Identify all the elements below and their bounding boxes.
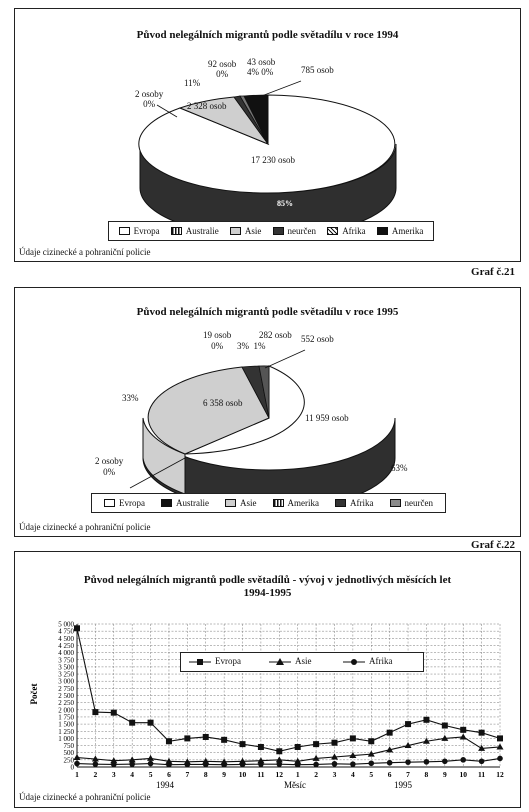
point-evropa xyxy=(497,735,503,741)
x-tick-label: 6 xyxy=(387,770,392,779)
y-axis-label: Počet xyxy=(29,683,39,705)
legend-item: Afrika xyxy=(335,498,374,508)
legend-item: Afrika xyxy=(327,226,366,236)
point-evropa xyxy=(240,741,246,747)
point-afrika xyxy=(129,761,135,767)
point-evropa xyxy=(258,744,264,750)
legend-swatch xyxy=(230,227,241,235)
point-evropa xyxy=(479,730,485,736)
point-afrika xyxy=(387,760,393,766)
legend-item: neurčen xyxy=(273,226,316,236)
x-tick-label: 12 xyxy=(275,770,284,779)
point-evropa xyxy=(295,744,301,750)
y-tick-label: 0 xyxy=(70,763,74,772)
x-tick-label: 5 xyxy=(369,770,374,779)
legend-swatch xyxy=(104,499,115,507)
point-evropa xyxy=(148,720,154,726)
x-tick-label: 3 xyxy=(332,770,337,779)
x-axis-label: Měsíc xyxy=(284,780,306,790)
point-asie xyxy=(147,755,154,761)
legend-label-asie: Asie xyxy=(295,656,312,666)
legend-label-evropa: Evropa xyxy=(215,656,241,666)
point-evropa xyxy=(92,709,98,715)
y-tick-label: 4 750 xyxy=(58,627,74,636)
x-tick-label: 11 xyxy=(478,770,486,779)
x-tick-label: 10 xyxy=(459,770,467,779)
year-label-1995: 1995 xyxy=(394,780,412,790)
point-asie xyxy=(497,743,504,749)
point-afrika xyxy=(258,761,264,767)
point-afrika xyxy=(460,757,466,763)
legend-swatch xyxy=(390,499,401,507)
x-tick-label: 5 xyxy=(148,770,153,779)
label-asie-value: 6 358 osob xyxy=(203,398,243,408)
x-tick-label: 12 xyxy=(496,770,504,779)
legend-item: Amerika xyxy=(377,226,424,236)
y-tick-label: 1 500 xyxy=(58,720,74,729)
label-evropa-value: 17 230 osob xyxy=(251,155,296,165)
x-tick-label: 4 xyxy=(350,770,355,779)
source-note: Údaje cizinecké a pohraniční policie xyxy=(19,522,151,532)
y-tick-label: 2 250 xyxy=(58,699,74,708)
legend-item: Australie xyxy=(171,226,219,236)
x-tick-label: 1 xyxy=(295,770,300,779)
label-australie: 2 osoby 0% xyxy=(135,89,164,109)
leader-line xyxy=(259,81,301,97)
point-evropa xyxy=(166,738,172,744)
point-evropa xyxy=(442,723,448,729)
point-evropa xyxy=(74,625,80,631)
x-tick-label: 11 xyxy=(257,770,265,779)
x-tick-label: 10 xyxy=(238,770,247,779)
point-afrika xyxy=(405,759,411,765)
point-asie xyxy=(460,733,467,739)
point-asie xyxy=(74,754,81,760)
y-tick-label: 4 000 xyxy=(58,649,74,658)
x-tick-label: 2 xyxy=(314,770,318,779)
source-note: Údaje cizinecké a pohraniční policie xyxy=(19,792,151,802)
label-evropa-value: 11 959 osob xyxy=(305,413,349,423)
label-afrika: 43 osob 4% 0% xyxy=(247,57,276,77)
y-tick-label: 1 750 xyxy=(58,713,74,722)
y-tick-label: 750 xyxy=(63,742,74,751)
x-tick-label: 8 xyxy=(424,770,429,779)
y-tick-label: 3 250 xyxy=(58,670,74,679)
point-evropa xyxy=(129,720,135,726)
point-afrika xyxy=(479,758,485,764)
legend-item: Evropa xyxy=(119,226,160,236)
y-tick-label: 500 xyxy=(63,749,74,758)
label-amerika-value: 552 osob xyxy=(301,334,334,344)
point-evropa xyxy=(368,738,374,744)
legend xyxy=(91,493,446,513)
x-tick-label: 8 xyxy=(203,770,208,779)
point-evropa xyxy=(387,730,393,736)
label-australie: 2 osoby 0% xyxy=(95,456,124,477)
leader-line xyxy=(265,350,305,368)
point-afrika xyxy=(424,759,430,765)
label-asie-pct: 11% xyxy=(184,78,201,88)
x-tick-label: 9 xyxy=(442,770,447,779)
label-amerika-pct: 4% xyxy=(247,67,259,77)
legend-swatch xyxy=(119,227,130,235)
y-tick-label: 3 750 xyxy=(58,656,74,665)
point-evropa xyxy=(221,737,227,743)
legend-swatch xyxy=(327,227,338,235)
point-evropa xyxy=(184,735,190,741)
point-afrika xyxy=(203,762,209,768)
legend-swatch xyxy=(273,499,284,507)
point-evropa xyxy=(276,748,282,754)
point-evropa xyxy=(423,717,429,723)
label-neurcen: 19 osob 0% xyxy=(203,330,232,351)
legend-item: Asie xyxy=(225,498,257,508)
chart-panel-1994 xyxy=(14,8,521,262)
point-afrika xyxy=(442,758,448,764)
x-tick-label: 6 xyxy=(167,770,171,779)
graph-caption: Graf č.22 xyxy=(471,539,515,551)
legend xyxy=(180,652,424,672)
point-afrika xyxy=(166,762,172,768)
y-tick-label: 1 250 xyxy=(58,727,74,736)
point-afrika xyxy=(185,762,191,768)
legend-item: Amerika xyxy=(273,498,320,508)
y-tick-label: 2 000 xyxy=(58,706,74,715)
chart-panel-1995 xyxy=(14,287,521,537)
point-afrika xyxy=(350,761,356,767)
point-afrika xyxy=(368,760,374,766)
point-afrika xyxy=(221,762,227,768)
point-afrika xyxy=(313,762,319,768)
y-tick-label: 1 000 xyxy=(58,734,74,743)
legend-swatch xyxy=(335,499,346,507)
y-tick-label: 2 500 xyxy=(58,692,74,700)
legend-swatch xyxy=(225,499,236,507)
source-note: Údaje cizinecké a pohraniční policie xyxy=(19,247,151,257)
label-neurcen: 92 osob 0% xyxy=(208,59,237,79)
year-label-1994: 1994 xyxy=(156,780,174,790)
point-evropa xyxy=(331,740,337,746)
point-afrika xyxy=(295,762,301,768)
point-evropa xyxy=(350,735,356,741)
point-evropa xyxy=(111,710,117,716)
y-tick-label: 250 xyxy=(63,756,74,765)
point-afrika xyxy=(74,761,80,767)
label-amerika-value: 785 osob xyxy=(301,65,334,75)
point-afrika xyxy=(240,762,246,768)
point-afrika xyxy=(111,762,117,768)
label-afrika: 282 osob 3% 1% xyxy=(237,330,292,351)
x-tick-label: 7 xyxy=(185,770,190,779)
legend-swatch xyxy=(377,227,388,235)
y-tick-label: 3 500 xyxy=(58,663,74,672)
graph-caption: Graf č.21 xyxy=(471,266,515,278)
point-evropa xyxy=(460,727,466,733)
legend-item: Evropa xyxy=(104,498,145,508)
point-evropa xyxy=(203,734,209,740)
chart-title: Původ nelegálních migrantů podle světadílu v roce 1995 xyxy=(136,306,399,318)
point-afrika xyxy=(148,761,154,767)
y-tick-label: 5 000 xyxy=(58,620,74,629)
legend-swatch xyxy=(171,227,182,235)
line-chart xyxy=(15,552,520,807)
legend-item: Asie xyxy=(230,226,262,236)
chart-title: Původ nelegálních migrantů podle světadílu v roce 1994 xyxy=(136,29,399,41)
legend-swatch xyxy=(273,227,284,235)
x-tick-label: 9 xyxy=(222,770,227,779)
x-tick-label: 1 xyxy=(75,770,79,779)
legend-label-afrika: Afrika xyxy=(369,656,393,666)
point-afrika xyxy=(332,761,338,767)
legend-item: neurčen xyxy=(390,498,433,508)
point-afrika xyxy=(93,761,99,767)
point-afrika xyxy=(497,756,503,762)
label-asie-value: 2 328 osob xyxy=(187,101,227,111)
y-tick-label: 4 250 xyxy=(58,641,74,650)
label-evropa-pct: 85% xyxy=(277,199,293,208)
y-tick-label: 2 750 xyxy=(58,684,74,693)
label-amerika-pct: 1% xyxy=(253,341,266,351)
x-tick-label: 7 xyxy=(406,770,410,779)
legend xyxy=(108,221,434,241)
point-evropa xyxy=(405,721,411,727)
chart-title: Původ nelegálních migrantů podle světadílů - vývoj v jednotlivých měsících let 1994-1995 xyxy=(83,574,452,599)
y-tick-label: 3 000 xyxy=(58,677,74,686)
x-tick-label: 3 xyxy=(111,770,116,779)
x-tick-label: 2 xyxy=(93,770,98,779)
label-asie-pct: 33% xyxy=(122,393,139,403)
series-line-evropa xyxy=(77,628,500,751)
point-afrika xyxy=(277,761,283,767)
y-tick-label: 4 500 xyxy=(58,634,74,643)
x-tick-label: 4 xyxy=(130,770,135,779)
label-evropa-pct: 63% xyxy=(391,463,408,473)
point-evropa xyxy=(313,741,319,747)
chart-panel-monthly xyxy=(14,551,521,808)
legend-swatch xyxy=(161,499,172,507)
legend-item: Australie xyxy=(161,498,209,508)
